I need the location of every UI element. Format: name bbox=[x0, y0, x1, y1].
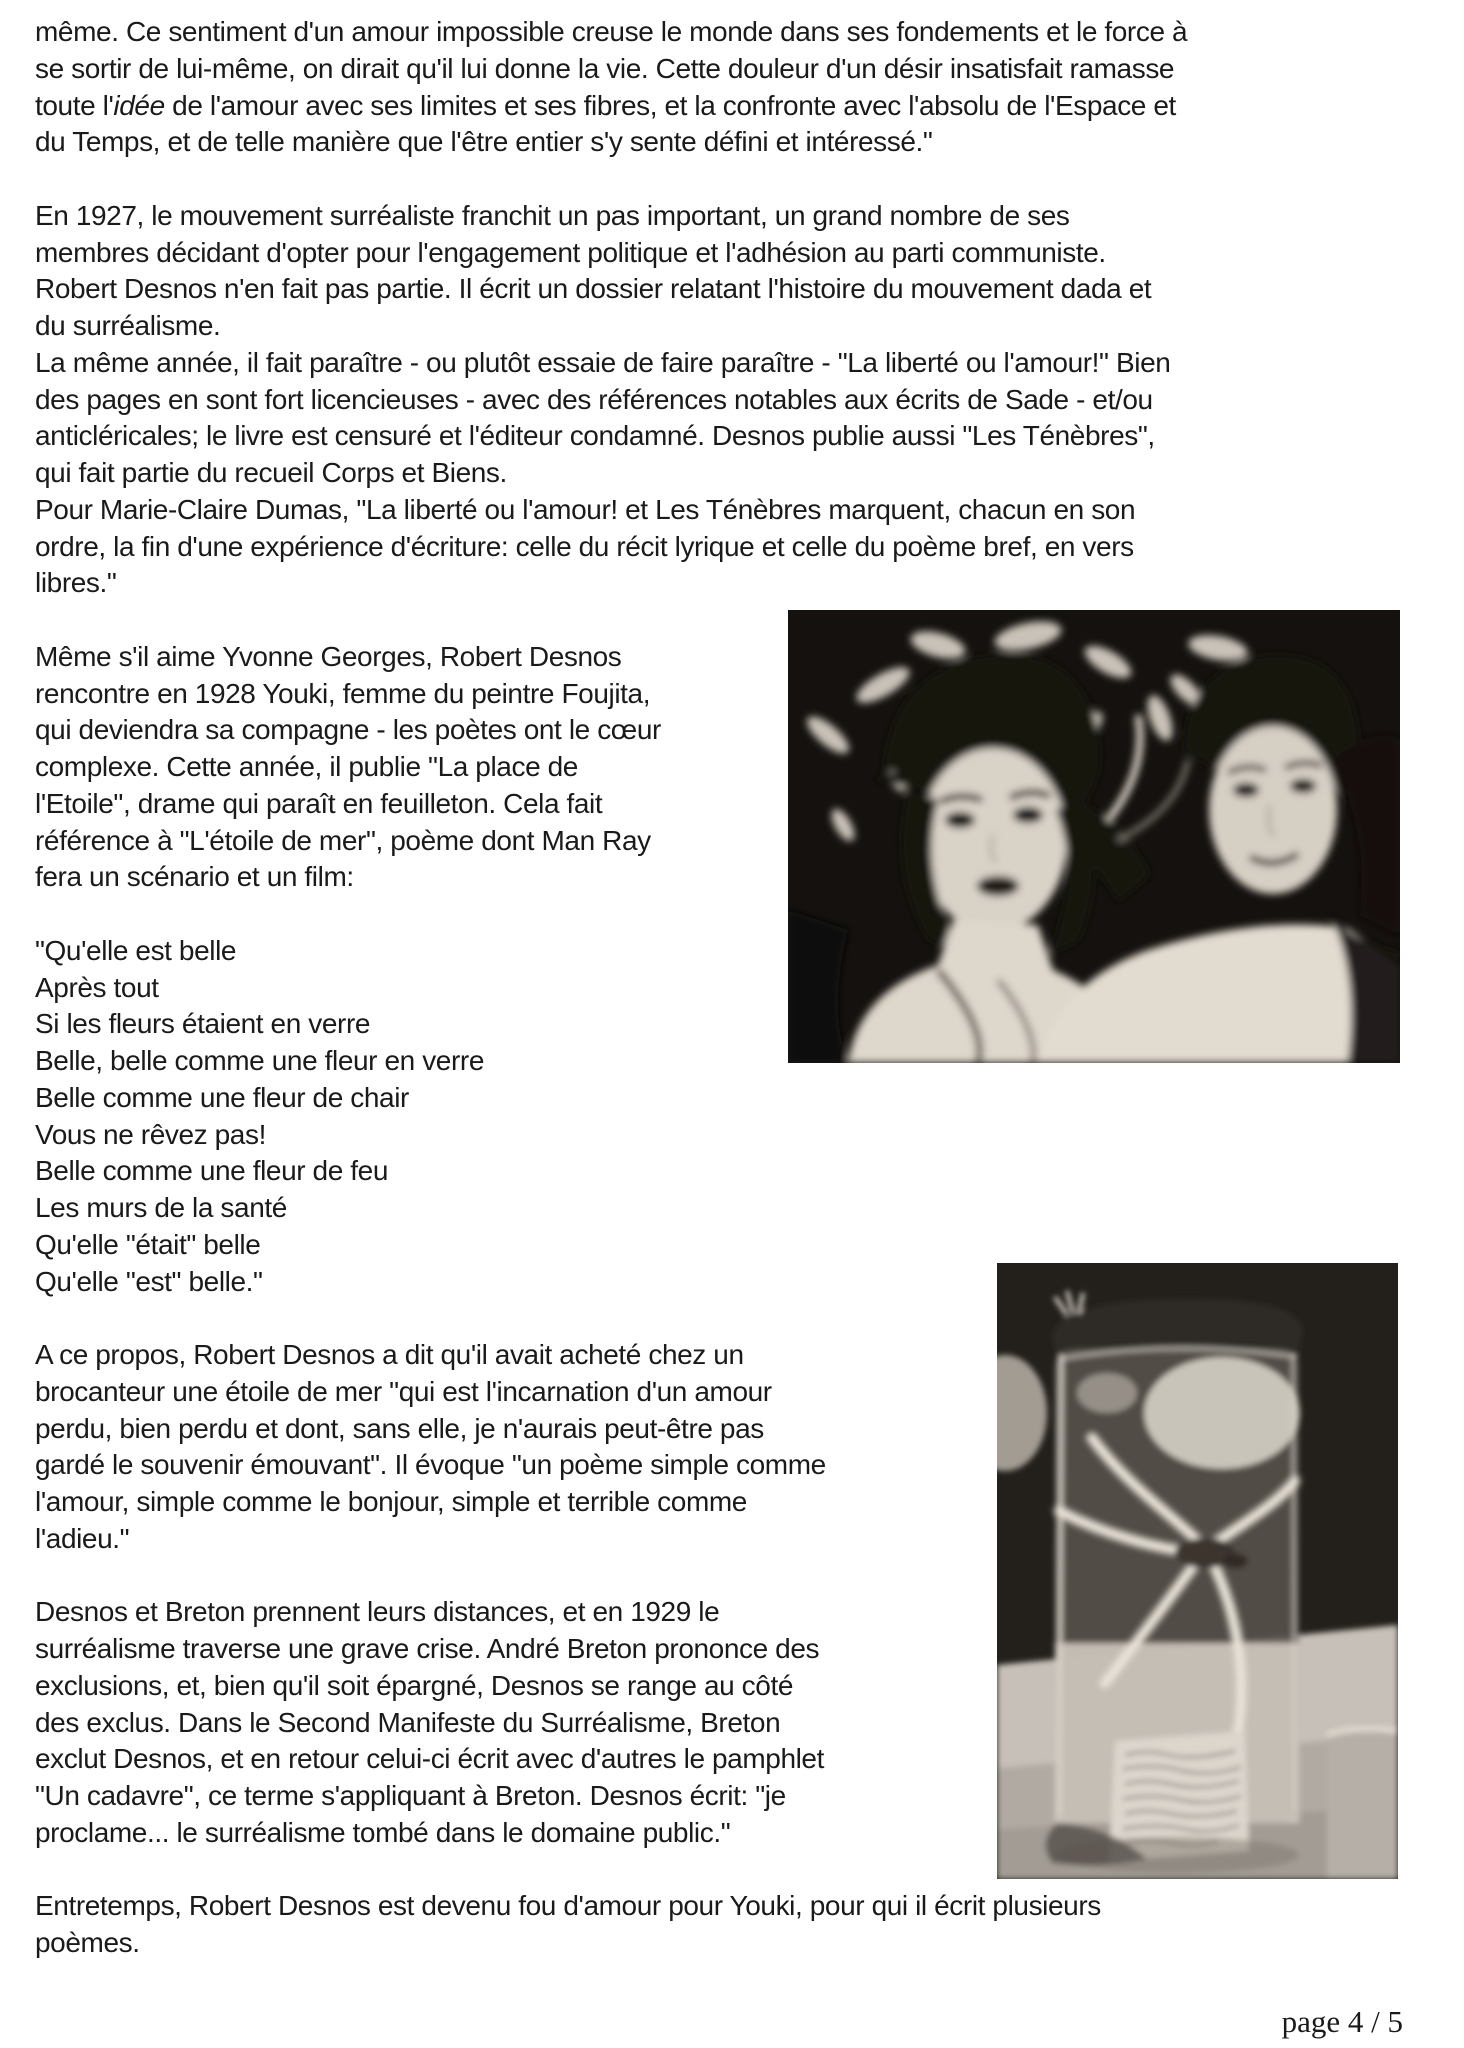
italic-word: idée bbox=[113, 89, 165, 121]
text-line: fera un scénario et un film: bbox=[35, 861, 354, 893]
text-line: Pour Marie-Claire Dumas, "La liberté ou l'amour! et Les Ténèbres marquent, chacun en son bbox=[35, 493, 1136, 525]
text-line: poèmes. bbox=[35, 1927, 140, 1958]
text-line: qui deviendra sa compagne - les poètes ont le cœur bbox=[35, 714, 661, 746]
text-line: perdu, bien perdu et dont, sans elle, je n'aurais peut-être pas bbox=[35, 1412, 764, 1444]
text-line: des pages en sont fort licencieuses - avec des références notables aux écrits de Sade - et/ou bbox=[35, 383, 1153, 415]
text-line: l'amour, simple comme le bonjour, simple et terrible comme bbox=[35, 1486, 747, 1517]
photo-starfish-in-jar bbox=[997, 1263, 1398, 1879]
poem-line: Belle, belle comme une fleur en verre bbox=[35, 1045, 484, 1076]
portrait-photo-illustration bbox=[788, 610, 1400, 1063]
poem-line: Qu'elle "était" belle bbox=[35, 1228, 261, 1260]
poem-line: Si les fleurs étaient en verre bbox=[35, 1008, 371, 1040]
text-line: du Temps, et de telle manière que l'être entier s'y sente défini et intéressé." bbox=[35, 126, 933, 158]
text-line: membres décidant d'opter pour l'engagement politique et l'adhésion au parti communiste. bbox=[35, 236, 1106, 268]
background-object bbox=[1327, 1729, 1398, 1879]
text-line: l'Etoile", drame qui paraît en feuilleton. Cela fait bbox=[35, 787, 603, 819]
text-line: Robert Desnos n'en fait pas partie. Il écrit un dossier relatant l'histoire du mouvement dada et bbox=[35, 273, 1152, 305]
text-line: brocanteur une étoile de mer "qui est l'incarnation d'un amour bbox=[35, 1375, 772, 1407]
text-line: se sortir de lui-même, on dirait qu'il lui donne la vie. Cette douleur d'un désir insatisfait ramasse bbox=[35, 52, 1175, 84]
text-line bbox=[35, 88, 1187, 125]
text-line: surréalisme traverse une grave crise. André Breton prononce des bbox=[35, 1633, 820, 1664]
text-line: "Un cadavre", ce terme s'appliquant à Breton. Desnos écrit: "je bbox=[35, 1780, 786, 1811]
text-line: ordre, la fin d'une expérience d'écriture: celle du récit lyrique et celle du poème bref, en vers bbox=[35, 530, 1134, 562]
text-line: A ce propos, Robert Desnos a dit qu'il avait acheté chez un bbox=[35, 1339, 744, 1370]
text-line: référence à "L'étoile de mer", poème dont Man Ray bbox=[35, 824, 651, 856]
poem-line: Vous ne rêvez pas! bbox=[35, 1118, 266, 1150]
poem-line: Belle comme une fleur de feu bbox=[35, 1155, 389, 1187]
text-line: même. Ce sentiment d'un amour impossible creuse le monde dans ses fondements et le force à bbox=[35, 16, 1188, 47]
poem-line: Après tout bbox=[35, 971, 159, 1003]
text-line: du surréalisme. bbox=[35, 310, 221, 341]
starfish-jar-illustration bbox=[997, 1263, 1398, 1879]
text-line: qui fait partie du recueil Corps et Biens. bbox=[35, 457, 507, 488]
blank-line bbox=[35, 161, 1187, 198]
text-line: La même année, il fait paraître - ou plutôt essaie de faire paraître - "La liberté ou l'amour!" Bien bbox=[35, 346, 1171, 378]
text-line: exclut Desnos, et en retour celui-ci écrit avec d'autres le pamphlet bbox=[35, 1743, 824, 1775]
text-line: l'adieu." bbox=[35, 1522, 130, 1554]
text-line: libres." bbox=[35, 567, 117, 599]
text-line: Même s'il aime Yvonne Georges, Robert Desnos bbox=[35, 640, 622, 672]
text-line: des exclus. Dans le Second Manifeste du Surréalisme, Breton bbox=[35, 1706, 781, 1738]
text-line: Entretemps, Robert Desnos est devenu fou d'amour pour Youki, pour qui il écrit plusieurs bbox=[35, 1890, 1101, 1922]
text-line: gardé le souvenir émouvant". Il évoque "un poème simple comme bbox=[35, 1449, 826, 1481]
text-line: exclusions, et, bien qu'il soit épargné, Desnos se range au côté bbox=[35, 1669, 794, 1701]
text-line: rencontre en 1928 Youki, femme du peintre Foujita, bbox=[35, 677, 651, 709]
poem-line: Qu'elle "est" belle." bbox=[35, 1265, 263, 1297]
text-segment: de l'amour avec ses limites et ses fibres, et la confronte avec l'absolu de l'Espace et bbox=[164, 89, 1176, 121]
poem-line: Belle comme une fleur de chair bbox=[35, 1081, 409, 1113]
poem-line: Les murs de la santé bbox=[35, 1192, 287, 1223]
text-line: Desnos et Breton prennent leurs distances, et en 1929 le bbox=[35, 1596, 720, 1628]
text-line: proclame... le surréalisme tombé dans le domaine public." bbox=[35, 1816, 731, 1848]
text-line: complexe. Cette année, il publie "La place de bbox=[35, 751, 578, 782]
photo-youki-and-desnos-portrait bbox=[788, 610, 1400, 1063]
poem-line: "Qu'elle est belle bbox=[35, 934, 237, 966]
text-line: En 1927, le mouvement surréaliste franchit un pas important, un grand nombre de ses bbox=[35, 199, 1070, 231]
text-segment: toute l' bbox=[35, 89, 114, 121]
page-number: page 4 / 5 bbox=[1281, 2004, 1403, 2039]
text-line: anticléricales; le livre est censuré et l'éditeur condamné. Desnos publie aussi "Les Ténèbres", bbox=[35, 420, 1155, 452]
